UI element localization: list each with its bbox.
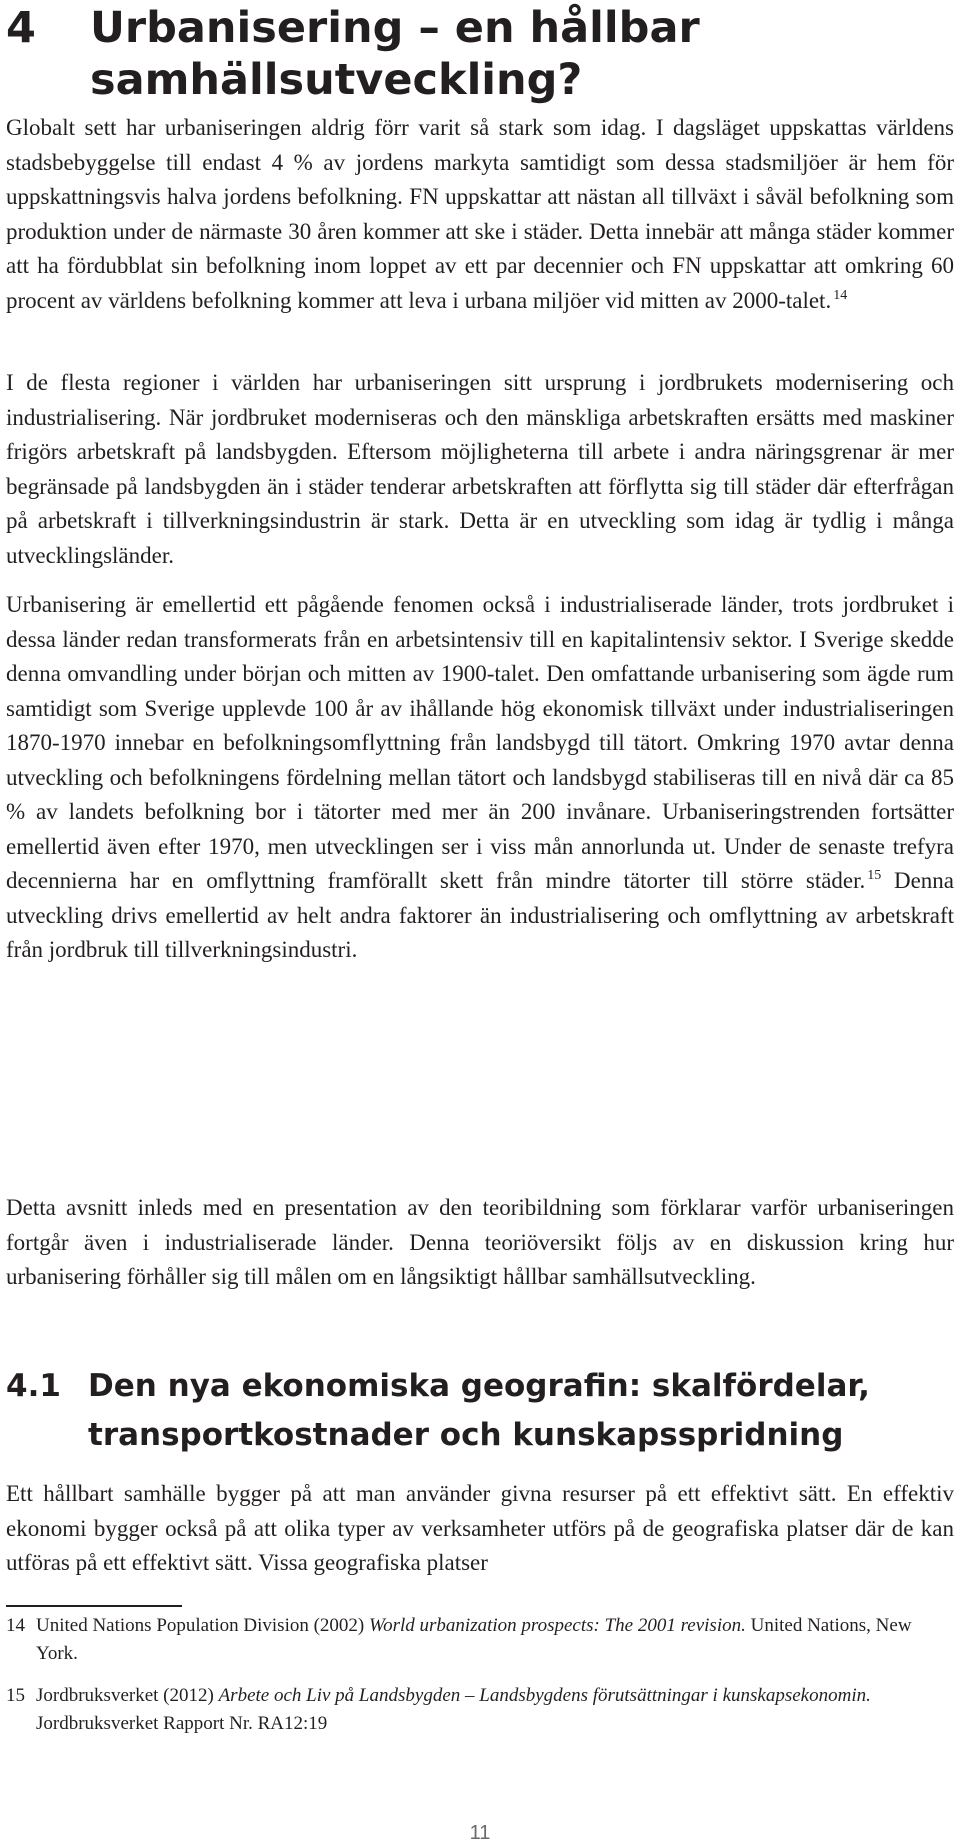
footnote-divider: [6, 1605, 182, 1607]
footnote-14: [6, 1612, 954, 1668]
section-number: 4.1: [6, 1368, 61, 1404]
footnote-text: [36, 1682, 954, 1738]
paragraph-intro: [6, 111, 954, 318]
section-heading: [6, 1362, 946, 1460]
footnote-publisher: United Nations, New York.: [36, 1615, 912, 1664]
footnote-work-title: World urbanization prospects: The 2001 revision.: [369, 1615, 746, 1636]
footnote-text: [36, 1612, 954, 1668]
paragraph-text: Globalt sett har urbaniseringen aldrig förr varit så stark som idag. I dagsläget uppskattas världens stadsbebyggelse till endast 4 % av jordens markyta samtidigt som dessa stadsmiljöer är hem för uppskattningsvis halva jordens befolkning. FN uppskattar att nästan all tillväxt i såväl befolkning som produktion under de närmaste 30 åren kommer att ske i städer. Detta innebär att många städer kommer att ha fördubblat sin befolkning inom loppet av ett par decennier och FN uppskattar att omkring 60 procent av världens befolkning kommer att leva i urbana miljöer vid mitten av 2000-talet.: [6, 115, 954, 313]
footnote-author: United Nations Population Division (2002): [36, 1615, 370, 1636]
footnote-15: [6, 1682, 954, 1738]
footnote-number: 14: [6, 1615, 25, 1636]
paragraph-sweden: [6, 588, 954, 968]
chapter-number: 4: [6, 3, 36, 53]
footnote-work-title: Arbete och Liv på Landsbygden – Landsbygdens förutsättningar i kunskapsekonomin.: [218, 1685, 871, 1706]
paragraph-section: [6, 1477, 954, 1581]
section-title: Den nya ekonomiska geografin: skalfördelar, transportkostnader och kunskapsspridning: [88, 1368, 870, 1453]
paragraph-text: I de flesta regioner i världen har urbaniseringen sitt ursprung i jordbrukets modernisering och industrialisering. När jordbruket moderniseras och den mänskliga arbetskraften ersätts med maskiner frigörs arbetskraft på landsbygden. Eftersom möjligheterna till arbete i andra näringsgrenar är mer begränsade på landsbygden än i städer tenderar arbetskraften att förflytta sig till städer där efterfrågan på arbetskraft i tillverkningsindustrin är stark. Detta är en utveckling som idag är tydlig i många utvecklingsländer.: [6, 370, 954, 568]
paragraph-text: Ett hållbart samhälle bygger på att man använder givna resurser på ett effektivt sätt. En effektiv ekonomi bygger också på att olika typer av verksamheter utförs på de geografiska platser där de kan utföras på ett effektivt sätt. Vissa geografiska platser: [6, 1481, 954, 1575]
chapter-heading: [6, 2, 946, 106]
chapter-title: Urbanisering – en hållbar samhällsutveckling?: [90, 3, 700, 105]
page-number: 11: [469, 1822, 491, 1844]
footnote-ref-15[interactable]: 15: [867, 868, 882, 883]
footnote-number: 15: [6, 1685, 25, 1706]
footnote-ref-14[interactable]: 14: [833, 287, 848, 303]
footnote-author: Jordbruksverket (2012): [36, 1685, 219, 1706]
paragraph-industrialisation: [6, 366, 954, 573]
paragraph-text: Detta avsnitt inleds med en presentation av den teoribildning som förklarar varför urbaniseringen fortgår även i industrialiserade länder. Denna teoriöversikt följs av en diskussion kring hur urbanisering förhåller sig till målen om en långsiktigt hållbar samhällsutveckling.: [6, 1195, 954, 1289]
paragraph-text: Urbanisering är emellertid ett pågående fenomen också i industrialiserade länder, trots jordbruket i dessa länder redan transformerats från en arbetsintensiv till en kapitalintensiv sektor. I Sverige skedde denna omvandling under början och mitten av 1900-talet. Den omfattande urbanisering som ägde rum samtidigt som Sverige upplevde 100 år av ihållande hög ekonomisk tillväxt under industrialiseringen 1870-1970 innebar en befolkningsomflyttning från landsbygd till tätort. Omkring 1970 avtar denna utveckling och befolkningens fördelning mellan tätort och landsbygd stabiliseras till en nivå där ca 85 % av landets befolkning bor i tätorter med mer än 200 invånare. Urbaniseringstrenden fortsätter emellertid även efter 1970, men utvecklingen ser i viss mån annorlunda ut. Under de senaste trefyra decennierna har en omflyttning framförallt skett från mindre tätorter till större städer.: [6, 592, 954, 893]
footnote-publisher: Jordbruksverket Rapport Nr. RA12:19: [36, 1713, 328, 1734]
paragraph-overview: [6, 1191, 954, 1295]
paragraph-text-continued: Denna utveckling drivs emellertid av helt andra faktorer än industrialisering och omflyttning av arbetskraft från jordbruk till tillverkningsindustri.: [6, 868, 954, 962]
